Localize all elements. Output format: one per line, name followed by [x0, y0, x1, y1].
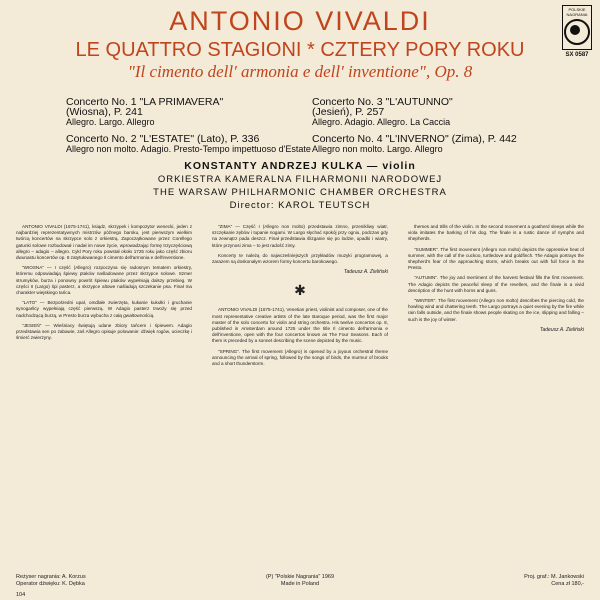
- footer-price: Cena zł 180,-: [551, 581, 584, 587]
- footer-design: Proj. graf.: M. Jankowski: [524, 574, 584, 580]
- concerto-tempi: Allegro non molto. Adagio. Presto-Tempo impettuoso d'Estate: [66, 144, 311, 154]
- asterisk-divider-icon: ✱: [294, 282, 306, 299]
- notes-paragraph: "SUMMER". The first movement (Allegro non molto) depicts the oppressive heat of summer, with the call of the cuckoo, turtledove and goldfinch. The Adagio portrays the shepherd's fear of the approaching storm, which breaks out with full force in the Presto.: [408, 246, 584, 271]
- concerto-title: Concerto No. 4 "L'INVERNO" (Zima), P. 442: [312, 133, 517, 145]
- footer-right: [524, 574, 584, 588]
- concerto-title: Concerto No. 2 "L'ESTATE" (Lato), P. 336: [66, 133, 260, 145]
- concerto-tempi: Allegro. Largo. Allegro: [66, 117, 155, 127]
- concerto-4: [312, 134, 517, 154]
- record-icon: [564, 19, 590, 45]
- concerto-3: [312, 97, 453, 127]
- label-logo-box: [562, 5, 592, 50]
- catalog-number: SX 0587: [565, 52, 589, 58]
- concerto-tempi: Allegro non molto. Largo. Allegro: [312, 144, 443, 154]
- footer-center: [0, 574, 600, 588]
- composer-title: ANTONIO VIVALDI: [169, 6, 431, 36]
- notes-column-1: [16, 224, 192, 569]
- notes-paragraph: "WINTER". The first movement (Allegro non molto) describes the piercing cold, the howling wind and chattering teeth. The Largo portrays a quiet evening by the fire while rain falls outside, and the finale shows people skating on the ice, slipping and falling – such is the joy of winter.: [408, 298, 584, 322]
- footer-engineer: Operator dźwięku: K. Dębka: [16, 581, 85, 587]
- footer-origin: Made in Poland: [280, 581, 320, 587]
- footer-copyright: (P) "Polskie Nagrania" 1969: [265, 574, 335, 580]
- concerto-sub: (Jesień), P. 257: [312, 106, 385, 118]
- notes-paragraph: themes and trills of the violin. In the second movement a goatherd sleeps while the viola imitates the barking of his dog. The finale is a rustic dance of nymphs and shepherds.: [408, 224, 584, 242]
- album-title: LE QUATTRO STAGIONI * CZTERY PORY ROKU: [75, 39, 525, 61]
- album-subtitle: "Il cimento dell' armonia e dell' inventione", Op. 8: [127, 62, 473, 81]
- concerto-1: [66, 97, 223, 127]
- notes-paragraph: "SPRING". The first movement (Allegro) is opened by a joyous orchestral theme announcing the arrival of spring, followed by the songs of birds, the murmur of brooks and a short thunderstorm.: [212, 348, 388, 367]
- notes-paragraph: "ZIMA" — Część I (Allegro non molto) przedstawia zimno, przenikliwy wiatr, szczękanie zębów i tupanie nogami. W Largo słychać spokój przy ogniu, podczas gdy na zewnątrz pada deszcz. Finał przedstawia ślizganie się po lodzie, upadki i wiatry, które przynosi zima – to jest radość zimy.: [212, 224, 388, 248]
- concerto-title: Concerto No. 1 "LA PRIMAVERA": [66, 96, 224, 108]
- notes-signature: Tadeusz A. Zieliński: [539, 326, 584, 333]
- orchestra-polish: ORKIESTRA KAMERALNA FILHARMONII NARODOWEJ: [157, 174, 443, 185]
- notes-paragraph: ANTONIO VIVALDI (1675-1741), Venetian priest, violinist and composer, one of the most representative creative artists of the late Baroque period, was the first major master of the solo concerto for violin and string orchestra. His twelve concertos op. 8, published in Amsterdam around 1725 under the title Il cimento dell'armonia e dell'inventione, open with the four concertos known as The Four Seasons. Each of them is preceded by a sonnet describing the scene depicted by the music.: [212, 307, 388, 344]
- notes-column-2: [212, 224, 388, 569]
- notes-column-3: [408, 224, 584, 569]
- notes-paragraph: Koncerty te należą do najwcześniejszych przykładów muzyki programowej, a zarazem są doskonałym wzorem formy koncertu barokowego.: [212, 252, 388, 265]
- footer-producer: Reżyser nagrania: A. Korzus: [16, 574, 86, 580]
- director-credit: Director: KAROL TEUTSCH: [229, 200, 371, 211]
- notes-paragraph: ANTONIO VIVALDI (1675-1741), ksiądz, skrzypek i kompozytor wenecki, jeden z najbardziej reprezentatywnych mistrzów późnego baroku, jest pierwszym wielkim twórcą koncertów na skrzypce solo z orkiestrą. Zapoczątkowane przez Corellego gatunki solowe rozbudował i nadał im nowe życie, wprowadzając formę trzyczęściową allegro – adagio – allegro. Cykl Pory roku powstał około 1725 roku jako część zbioru dwunastu koncertów op. 8 zatytułowanego Il cimento dell'armonia e dell'inventione.: [16, 224, 192, 261]
- concerto-sub: (Wiosna), P. 241: [66, 106, 143, 118]
- concerto-2: [66, 134, 311, 154]
- footer-code: 104: [16, 592, 26, 598]
- notes-paragraph: "WIOSNA" — I część (Allegro) rozpoczyna się radosnym tematem orkiestry, któremu odpowiadają śpiewy ptaków naśladowane przez skrzypce solowe. Szmer strumyków, burza i ponowny powrót śpiewu ptaków wypełniają dalszy przebieg. W części II (Largo) śpi pasterz, a skrzypce altowe naśladują szczekanie psa. Finał ma charakter wiejskiego tańca.: [16, 265, 192, 296]
- concerto-tempi: Allegro. Adagio. Allegro. La Caccia: [312, 117, 451, 127]
- notes-paragraph: "AUTUMN". The joy and merriment of the harvest festival fills the first movement. The Adagio depicts the peaceful sleep of the revellers, and the finale is a vivid description of the hunt with horns and guns.: [408, 275, 584, 293]
- label-name: POLSKIE NAGRANIA: [566, 7, 588, 17]
- orchestra-english: THE WARSAW PHILHARMONIC CHAMBER ORCHESTRA: [153, 187, 447, 198]
- notes-paragraph: "JESIEŃ" — Wieśniacy świętują udane zbiory tańcem i śpiewem. Adagio przedstawia sen po zabawie, zaś Allegro opisuje polowanie: dźwięk rogów, ucieczkę i śmierć zwierzyny.: [16, 322, 192, 341]
- soloist-credit: KONSTANTY ANDRZEJ KULKA — violin: [184, 160, 416, 172]
- label-logo: [562, 5, 592, 58]
- concerto-title: Concerto No. 3 "L'AUTUNNO": [312, 96, 453, 108]
- notes-paragraph: "LATO" — Bezpośredni upał, omdlałe zwierzęta, kukanie kukułki i gruchanie synogarlicy wypełniają część pierwszą. W Adagio pasterz trwoży się przed nadchodzącą burzą, w Presto burza wybucha z całą gwałtownością.: [16, 300, 192, 318]
- notes-signature: Tadeusz A. Zieliński: [343, 269, 388, 276]
